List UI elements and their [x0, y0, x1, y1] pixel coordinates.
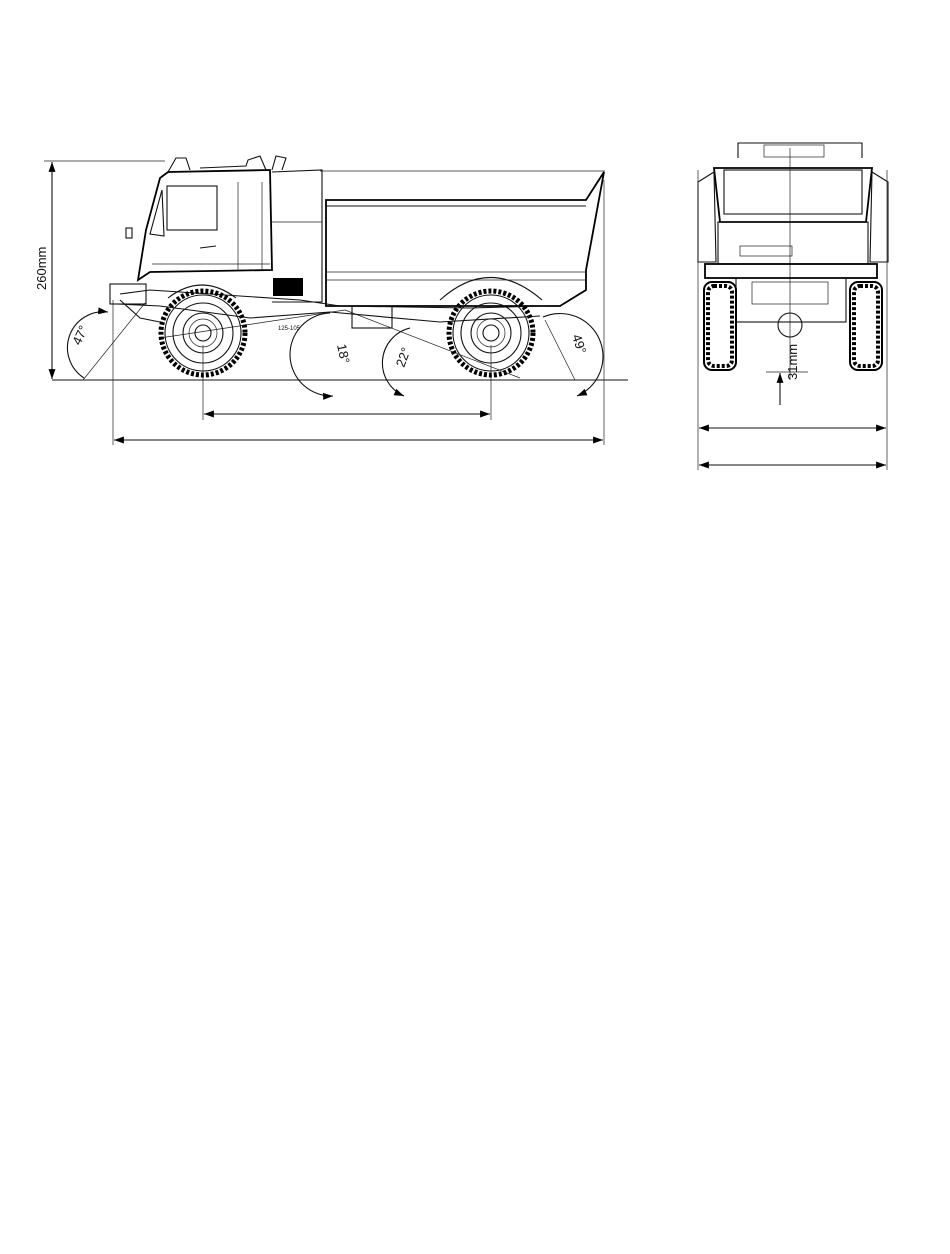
- truck-side-outline: [110, 156, 604, 328]
- height-dimension: [34, 161, 605, 379]
- breakover-front-label: 18°: [334, 342, 353, 365]
- front-view: [698, 143, 888, 470]
- breakover-angle-rear: [382, 328, 413, 396]
- chassis-marking: 125-105: [278, 326, 301, 332]
- angle-lines: [83, 303, 575, 380]
- approach-angle-label: 47°: [69, 323, 92, 348]
- departure-angle: [543, 313, 603, 396]
- departure-angle-label: 49°: [569, 332, 590, 356]
- breakover-rear-label: 22°: [392, 345, 414, 370]
- approach-angle: [67, 312, 108, 378]
- side-view: [34, 156, 628, 445]
- height-label: 260mm: [34, 246, 49, 290]
- side-vent: [273, 278, 303, 296]
- length-dimensions: [113, 180, 604, 445]
- ground-clearance-label: 31mm: [785, 343, 800, 380]
